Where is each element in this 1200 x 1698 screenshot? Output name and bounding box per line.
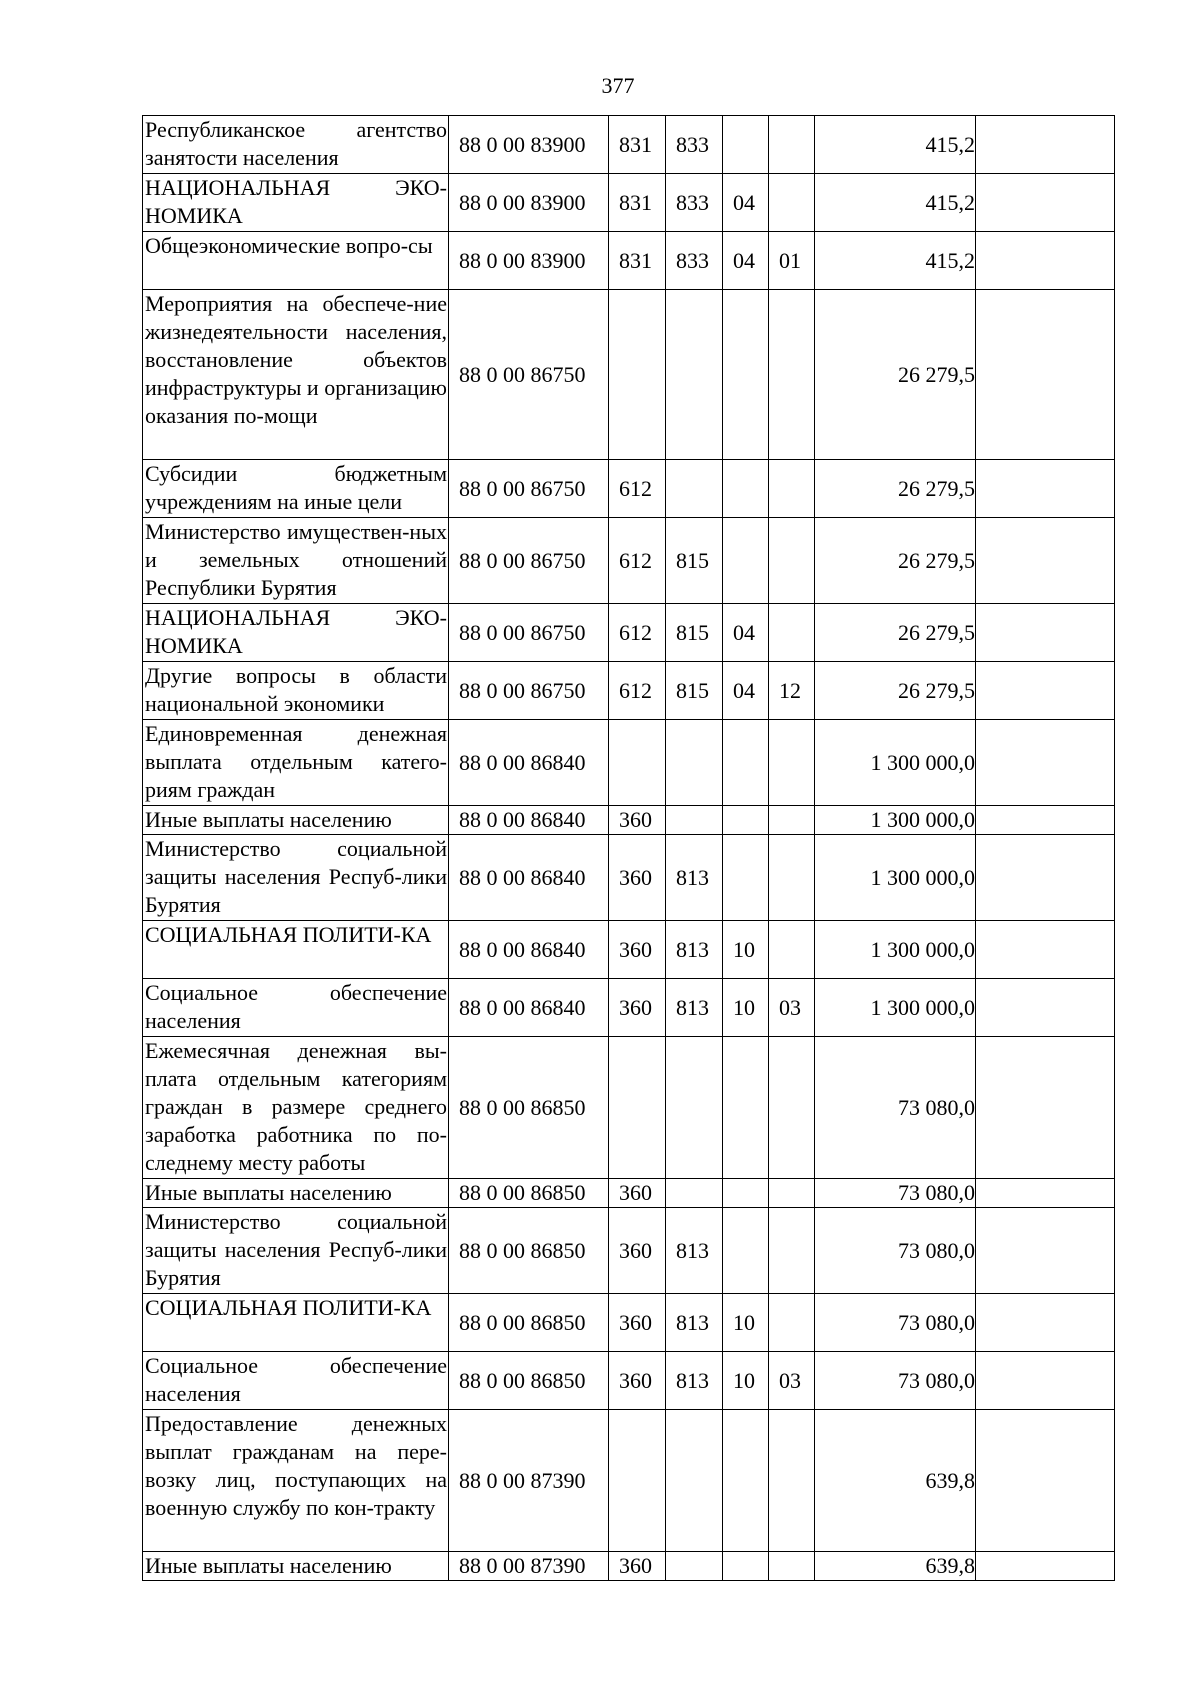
expense-type-cell — [609, 1410, 666, 1552]
subsection-code-cell — [769, 1037, 815, 1179]
item-name-cell: СОЦИАЛЬНАЯ ПОЛИТИ-КА — [143, 1294, 449, 1352]
expense-type-cell: 360 — [609, 979, 666, 1037]
empty-cell — [976, 806, 1115, 835]
section-code-cell — [723, 1037, 769, 1179]
item-name-cell: Иные выплаты населению — [143, 1552, 449, 1581]
amount-cell: 26 279,5 — [815, 460, 976, 518]
section-code-cell: 10 — [723, 1352, 769, 1410]
item-name-cell: Министерство социальной защиты населения Респуб-лики Бурятия — [143, 835, 449, 921]
section-code-cell — [723, 835, 769, 921]
amount-cell: 26 279,5 — [815, 518, 976, 604]
subsection-code-cell: 03 — [769, 1352, 815, 1410]
expense-type-cell: 360 — [609, 1552, 666, 1581]
target-article-cell: 88 0 00 86840 — [449, 720, 609, 806]
section-code-cell: 04 — [723, 174, 769, 232]
table-row — [143, 1552, 1115, 1581]
amount-cell: 73 080,0 — [815, 1208, 976, 1294]
amount-cell: 73 080,0 — [815, 1037, 976, 1179]
subsection-code-cell — [769, 1294, 815, 1352]
subsection-code-cell — [769, 460, 815, 518]
subsection-code-cell — [769, 604, 815, 662]
subsection-code-cell — [769, 1552, 815, 1581]
target-article-cell: 88 0 00 86750 — [449, 518, 609, 604]
item-name-cell: Министерство имуществен-ных и земельных отношений Республики Бурятия — [143, 518, 449, 604]
amount-cell: 1 300 000,0 — [815, 979, 976, 1037]
target-article-cell: 88 0 00 86840 — [449, 921, 609, 979]
target-article-cell: 88 0 00 86850 — [449, 1208, 609, 1294]
item-name-cell: Социальное обеспечение населения — [143, 1352, 449, 1410]
table-row — [143, 116, 1115, 174]
section-code-cell — [723, 518, 769, 604]
table-row — [143, 1208, 1115, 1294]
empty-cell — [976, 1410, 1115, 1552]
expense-type-cell: 831 — [609, 174, 666, 232]
empty-cell — [976, 116, 1115, 174]
expense-type-cell: 612 — [609, 604, 666, 662]
subsection-code-cell: 12 — [769, 662, 815, 720]
expense-type-cell: 360 — [609, 1179, 666, 1208]
empty-cell — [976, 518, 1115, 604]
target-article-cell: 88 0 00 87390 — [449, 1552, 609, 1581]
section-code-cell — [723, 460, 769, 518]
page-number: 377 — [601, 73, 635, 98]
expense-type-cell: 360 — [609, 921, 666, 979]
item-name-cell: СОЦИАЛЬНАЯ ПОЛИТИ-КА — [143, 921, 449, 979]
subsection-code-cell: 03 — [769, 979, 815, 1037]
administrator-code-cell — [666, 1552, 723, 1581]
expense-type-cell: 831 — [609, 116, 666, 174]
table-row — [143, 232, 1115, 290]
empty-cell — [976, 604, 1115, 662]
target-article-cell: 88 0 00 86850 — [449, 1294, 609, 1352]
empty-cell — [976, 979, 1115, 1037]
amount-cell: 1 300 000,0 — [815, 806, 976, 835]
item-name-cell: Министерство социальной защиты населения Респуб-лики Бурятия — [143, 1208, 449, 1294]
table-row — [143, 806, 1115, 835]
table-row — [143, 835, 1115, 921]
table-row — [143, 518, 1115, 604]
section-code-cell — [723, 290, 769, 460]
amount-cell: 26 279,5 — [815, 290, 976, 460]
target-article-cell: 88 0 00 86850 — [449, 1037, 609, 1179]
expense-type-cell: 360 — [609, 835, 666, 921]
expense-type-cell: 360 — [609, 1208, 666, 1294]
table-row — [143, 174, 1115, 232]
table-row — [143, 1294, 1115, 1352]
subsection-code-cell — [769, 1179, 815, 1208]
target-article-cell: 88 0 00 86850 — [449, 1352, 609, 1410]
amount-cell: 415,2 — [815, 174, 976, 232]
amount-cell: 1 300 000,0 — [815, 720, 976, 806]
section-code-cell — [723, 116, 769, 174]
subsection-code-cell: 01 — [769, 232, 815, 290]
item-name-cell: Мероприятия на обеспече-ние жизнедеятельности населения, восстановление объектов инфраструктуры и организацию оказания по-мощи — [143, 290, 449, 460]
empty-cell — [976, 174, 1115, 232]
section-code-cell — [723, 720, 769, 806]
empty-cell — [976, 1179, 1115, 1208]
target-article-cell: 88 0 00 86750 — [449, 460, 609, 518]
empty-cell — [976, 460, 1115, 518]
administrator-code-cell: 833 — [666, 174, 723, 232]
target-article-cell: 88 0 00 86750 — [449, 604, 609, 662]
table-row — [143, 1179, 1115, 1208]
amount-cell: 26 279,5 — [815, 604, 976, 662]
item-name-cell: Субсидии бюджетным учреждениям на иные цели — [143, 460, 449, 518]
amount-cell: 26 279,5 — [815, 662, 976, 720]
target-article-cell: 88 0 00 86850 — [449, 1179, 609, 1208]
expense-type-cell: 360 — [609, 1294, 666, 1352]
administrator-code-cell: 813 — [666, 1294, 723, 1352]
expense-type-cell: 612 — [609, 662, 666, 720]
table-row — [143, 979, 1115, 1037]
empty-cell — [976, 232, 1115, 290]
amount-cell: 1 300 000,0 — [815, 835, 976, 921]
target-article-cell: 88 0 00 83900 — [449, 232, 609, 290]
amount-cell: 415,2 — [815, 116, 976, 174]
administrator-code-cell — [666, 1410, 723, 1552]
amount-cell: 73 080,0 — [815, 1294, 976, 1352]
section-code-cell — [723, 1179, 769, 1208]
amount-cell: 1 300 000,0 — [815, 921, 976, 979]
empty-cell — [976, 1208, 1115, 1294]
item-name-cell: Ежемесячная денежная вы-плата отдельным категориям граждан в размере среднего заработка работника по по-следнему месту работы — [143, 1037, 449, 1179]
item-name-cell: Республиканское агентство занятости населения — [143, 116, 449, 174]
target-article-cell: 88 0 00 86840 — [449, 835, 609, 921]
empty-cell — [976, 290, 1115, 460]
administrator-code-cell — [666, 806, 723, 835]
section-code-cell: 04 — [723, 232, 769, 290]
empty-cell — [976, 1352, 1115, 1410]
amount-cell: 73 080,0 — [815, 1179, 976, 1208]
subsection-code-cell — [769, 518, 815, 604]
administrator-code-cell: 813 — [666, 1208, 723, 1294]
target-article-cell: 88 0 00 86750 — [449, 290, 609, 460]
section-code-cell — [723, 1552, 769, 1581]
subsection-code-cell — [769, 720, 815, 806]
administrator-code-cell — [666, 720, 723, 806]
subsection-code-cell — [769, 1410, 815, 1552]
expense-type-cell: 831 — [609, 232, 666, 290]
table-row — [143, 1037, 1115, 1179]
item-name-cell: Общеэкономические вопро-сы — [143, 232, 449, 290]
item-name-cell: НАЦИОНАЛЬНАЯ ЭКО-НОМИКА — [143, 174, 449, 232]
empty-cell — [976, 1037, 1115, 1179]
empty-cell — [976, 1294, 1115, 1352]
expense-type-cell: 612 — [609, 460, 666, 518]
subsection-code-cell — [769, 806, 815, 835]
empty-cell — [976, 720, 1115, 806]
table-row — [143, 1410, 1115, 1552]
section-code-cell: 04 — [723, 604, 769, 662]
administrator-code-cell: 815 — [666, 662, 723, 720]
amount-cell: 639,8 — [815, 1552, 976, 1581]
administrator-code-cell: 813 — [666, 979, 723, 1037]
item-name-cell: Иные выплаты населению — [143, 806, 449, 835]
expense-type-cell — [609, 290, 666, 460]
target-article-cell: 88 0 00 83900 — [449, 116, 609, 174]
target-article-cell: 88 0 00 86840 — [449, 806, 609, 835]
expense-type-cell — [609, 1037, 666, 1179]
expense-type-cell: 612 — [609, 518, 666, 604]
expense-type-cell — [609, 720, 666, 806]
target-article-cell: 88 0 00 83900 — [449, 174, 609, 232]
administrator-code-cell — [666, 290, 723, 460]
empty-cell — [976, 1552, 1115, 1581]
item-name-cell: Социальное обеспечение населения — [143, 979, 449, 1037]
section-code-cell: 10 — [723, 1294, 769, 1352]
administrator-code-cell — [666, 460, 723, 518]
subsection-code-cell — [769, 1208, 815, 1294]
section-code-cell — [723, 1208, 769, 1294]
administrator-code-cell: 813 — [666, 921, 723, 979]
administrator-code-cell: 815 — [666, 604, 723, 662]
subsection-code-cell — [769, 290, 815, 460]
subsection-code-cell — [769, 835, 815, 921]
section-code-cell — [723, 806, 769, 835]
empty-cell — [976, 835, 1115, 921]
empty-cell — [976, 662, 1115, 720]
budget-table — [142, 115, 1115, 1581]
target-article-cell: 88 0 00 87390 — [449, 1410, 609, 1552]
administrator-code-cell — [666, 1179, 723, 1208]
subsection-code-cell — [769, 116, 815, 174]
item-name-cell: Единовременная денежная выплата отдельным катего-риям граждан — [143, 720, 449, 806]
table-row — [143, 720, 1115, 806]
section-code-cell: 10 — [723, 921, 769, 979]
administrator-code-cell: 813 — [666, 835, 723, 921]
item-name-cell: Иные выплаты населению — [143, 1179, 449, 1208]
section-code-cell: 04 — [723, 662, 769, 720]
table-row — [143, 460, 1115, 518]
empty-cell — [976, 921, 1115, 979]
section-code-cell — [723, 1410, 769, 1552]
target-article-cell: 88 0 00 86840 — [449, 979, 609, 1037]
subsection-code-cell — [769, 921, 815, 979]
target-article-cell: 88 0 00 86750 — [449, 662, 609, 720]
amount-cell: 639,8 — [815, 1410, 976, 1552]
expense-type-cell: 360 — [609, 1352, 666, 1410]
table-row — [143, 662, 1115, 720]
table-row — [143, 921, 1115, 979]
section-code-cell: 10 — [723, 979, 769, 1037]
item-name-cell: Предоставление денежных выплат гражданам на пере-возку лиц, поступающих на военную службу по кон-тракту — [143, 1410, 449, 1552]
subsection-code-cell — [769, 174, 815, 232]
administrator-code-cell: 833 — [666, 232, 723, 290]
item-name-cell: НАЦИОНАЛЬНАЯ ЭКО-НОМИКА — [143, 604, 449, 662]
administrator-code-cell: 815 — [666, 518, 723, 604]
table-row — [143, 604, 1115, 662]
administrator-code-cell — [666, 1037, 723, 1179]
table-row — [143, 1352, 1115, 1410]
administrator-code-cell: 813 — [666, 1352, 723, 1410]
expense-type-cell: 360 — [609, 806, 666, 835]
amount-cell: 415,2 — [815, 232, 976, 290]
amount-cell: 73 080,0 — [815, 1352, 976, 1410]
table-row — [143, 290, 1115, 460]
administrator-code-cell: 833 — [666, 116, 723, 174]
item-name-cell: Другие вопросы в области национальной экономики — [143, 662, 449, 720]
